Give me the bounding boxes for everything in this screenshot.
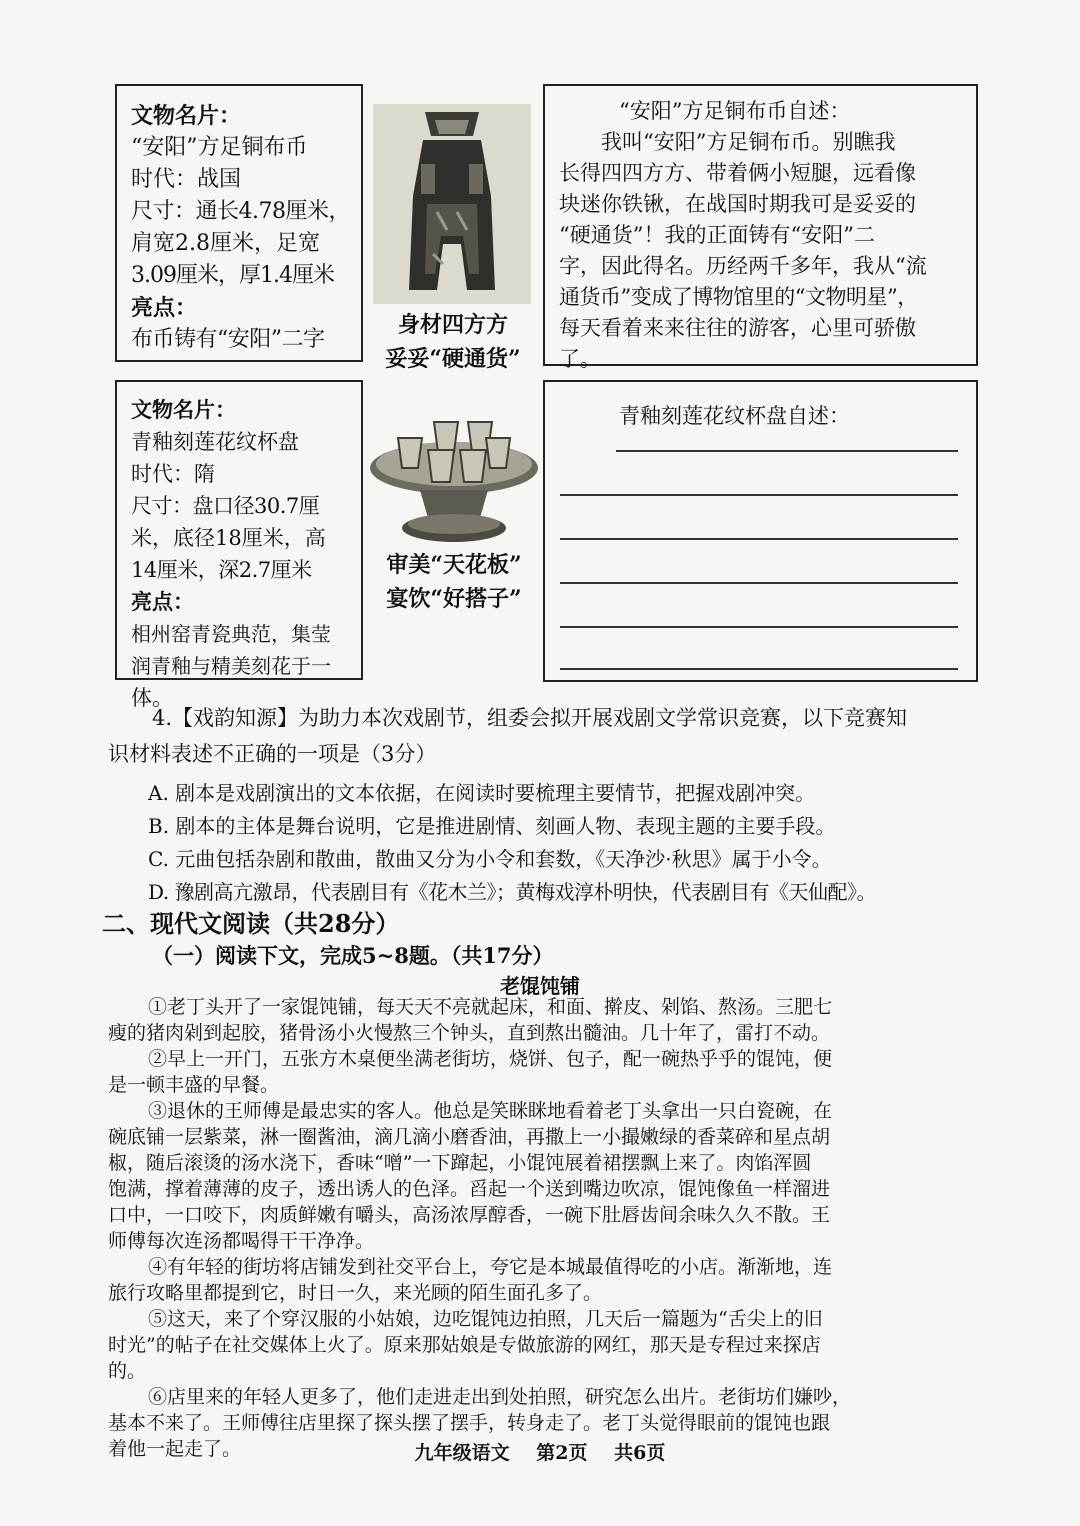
paragraph-line: 基本不来了。王师傅往店里探了探头摆了摆手，转身走了。老丁头觉得眼前的馄饨也跟	[108, 1412, 831, 1434]
paragraph-line: ⑤这天，来了个穿汉服的小姑娘，边吃馄饨边拍照，几天后一篇题为“舌尖上的旧	[148, 1308, 823, 1330]
answer-line[interactable]	[560, 494, 958, 496]
paragraph-line: ①老丁头开了一家馄饨铺，每天天不亮就起床，和面、擀皮、剁馅、熬汤。三肥七	[148, 996, 833, 1018]
option-b: B. 剧本的主体是舞台说明，它是推进剧情、刻画人物、表现主题的主要手段。	[148, 814, 836, 838]
coin-image	[373, 104, 531, 304]
option-a: A. 剧本是戏剧演出的文本依据，在阅读时要梳理主要情节，把握戏剧冲突。	[148, 781, 816, 805]
story-line: “硬通货”！我的正面铸有“安阳”二	[559, 223, 875, 247]
story-line: 通货币”变成了博物馆里的“文物明星”，	[559, 285, 918, 309]
section-heading: 二、现代文阅读（共28分）	[102, 909, 400, 938]
article-title: 老馄饨铺	[500, 974, 580, 998]
card-line: 润青釉与精美刻花于一	[131, 654, 331, 678]
celadon-plate-icon	[368, 398, 540, 548]
page-footer	[0, 1438, 1080, 1465]
footer-total: 共6页	[614, 1442, 666, 1464]
card-label: 文物名片：	[131, 103, 242, 129]
paragraph-3	[108, 1098, 978, 1254]
card-line: 青釉刻莲花纹杯盘	[131, 430, 299, 454]
subsection-heading: （一）阅读下文，完成5~8题。（共17分）	[152, 943, 554, 968]
coin-caption	[365, 308, 541, 376]
card-line: 时代：隋	[131, 462, 215, 486]
story-line: 字，因此得名。历经两千多年，我从“流	[559, 254, 927, 278]
story-line: 长得四四方方、带着俩小短腿，远看像	[559, 161, 916, 185]
card-line: 尺寸：盘口径30.7厘	[131, 494, 320, 518]
answer-line[interactable]	[560, 626, 958, 628]
paragraph-4	[108, 1254, 978, 1306]
footer-page: 第2页	[536, 1442, 588, 1464]
footer-subject: 九年级语文	[414, 1442, 510, 1464]
option-c: C. 元曲包括杂剧和散曲，散曲又分为小令和套数，《天净沙·秋思》属于小令。	[148, 847, 832, 871]
paragraph-line: 着他一起走了。	[108, 1438, 242, 1460]
plate-info-card	[115, 380, 363, 710]
question-4-line1: 4.【戏韵知源】为助力本次戏剧节，组委会拟开展戏剧文学常识竞赛，以下竞赛知	[152, 706, 908, 730]
paragraph-line: ⑥店里来的年轻人更多了，他们走进走出到处拍照，研究怎么出片。老街坊们嫌吵，	[148, 1386, 852, 1408]
card-line: 肩宽2.8厘米，足宽	[131, 231, 320, 256]
story-line: 了。	[559, 347, 601, 371]
caption-line: 宴饮“好搭子”	[386, 586, 522, 612]
plate-caption	[368, 548, 540, 616]
card-line: 体。	[131, 686, 173, 710]
coin-story-card	[543, 84, 978, 371]
paragraph-line: ③退休的王师傅是最忠实的客人。他总是笑眯眯地看着老丁头拿出一只白瓷碗，在	[148, 1100, 833, 1122]
paragraph-line: 瘦的猪肉剁到起胶，猪骨汤小火慢熬三个钟头，直到熬出髓油。几十年了，雷打不动。	[108, 1022, 831, 1044]
answer-line[interactable]	[560, 582, 958, 584]
paragraph-line: ④有年轻的街坊将店铺发到社交平台上，夸它是本城最值得吃的小店。渐渐地，连	[148, 1256, 833, 1278]
plate-image	[368, 398, 540, 548]
story-title: 青釉刻莲花纹杯盘自述：	[619, 404, 850, 428]
card-line: 14厘米，深2.7厘米	[131, 558, 312, 582]
plate-story-card	[543, 380, 978, 682]
bronze-coin-icon	[373, 104, 531, 304]
paragraph-line: ②早上一开门，五张方木桌便坐满老街坊，烧饼、包子，配一碗热乎乎的馄饨，便	[148, 1048, 833, 1070]
question-4-line2: 识材料表述不正确的一项是（3分）	[108, 742, 437, 766]
answer-line[interactable]	[560, 668, 958, 670]
caption-line: 妥妥“硬通货”	[385, 346, 521, 372]
story-line: 每天看着来来往往的游客，心里可骄傲	[559, 316, 916, 340]
paragraph-line: 碗底铺一层紫菜，淋一圈酱油，滴几滴小磨香油，再撒上一小撮嫩绿的香菜碎和星点胡	[108, 1126, 831, 1148]
answer-line[interactable]	[560, 538, 958, 540]
option-d: D. 豫剧高亢激昂，代表剧目有《花木兰》；黄梅戏淳朴明快，代表剧目有《天仙配》。	[148, 880, 877, 904]
card-highlight-label: 亮点：	[131, 295, 198, 321]
paragraph-line: 时光”的帖子在社交媒体上火了。原来那姑娘是专做旅游的网红，那天是专程过来探店	[108, 1334, 821, 1356]
paragraph-line: 的。	[108, 1360, 147, 1382]
coin-info-card	[115, 84, 363, 362]
card-line: 米，底径18厘米，高	[131, 526, 326, 550]
card-line: “安阳”方足铜布币	[131, 135, 308, 160]
paragraph-line: 饱满，撑着薄薄的皮子，透出诱人的色泽。舀起一个送到嘴边吹凉，馄饨像鱼一样溜进	[108, 1178, 831, 1200]
story-title: “安阳”方足铜布币自述：	[619, 99, 851, 123]
paragraph-line: 口中，一口咬下，肉质鲜嫩有嚼头，高汤浓厚醇香，一碗下肚唇齿间余味久久不散。王	[108, 1204, 831, 1226]
paragraph-line: 椒，随后滚烫的汤水浇下，香味“噌”一下蹿起，小馄饨展着裙摆飘上来了。肉馅浑圆	[108, 1152, 812, 1174]
caption-line: 审美“天花板”	[386, 552, 522, 578]
paragraph-2	[108, 1046, 978, 1098]
card-highlight-label: 亮点：	[131, 589, 194, 614]
paragraph-line: 是一顿丰盛的早餐。	[108, 1074, 280, 1096]
story-line: 我叫“安阳”方足铜布币。别瞧我	[601, 130, 896, 154]
card-line: 布币铸有“安阳”二字	[131, 327, 325, 352]
caption-line: 身材四方方	[397, 312, 508, 338]
card-label: 文物名片：	[131, 397, 236, 422]
story-line: 块迷你铁锹，在战国时期我可是妥妥的	[559, 192, 916, 216]
paragraph-line: 旅行攻略里都提到它，时日一久，来光顾的陌生面孔多了。	[108, 1282, 603, 1304]
card-line: 相州窑青瓷典范，集莹	[131, 622, 331, 646]
paragraph-5	[108, 1306, 978, 1384]
card-line: 尺寸：通长4.78厘米，	[131, 199, 350, 224]
answer-line[interactable]	[616, 450, 958, 452]
article-body	[108, 994, 978, 1462]
card-line: 时代：战国	[131, 167, 242, 192]
paragraph-1	[108, 994, 978, 1046]
card-line: 3.09厘米，厚1.4厘米	[131, 263, 334, 288]
paragraph-line: 师傅每次连汤都喝得干干净净。	[108, 1230, 375, 1252]
